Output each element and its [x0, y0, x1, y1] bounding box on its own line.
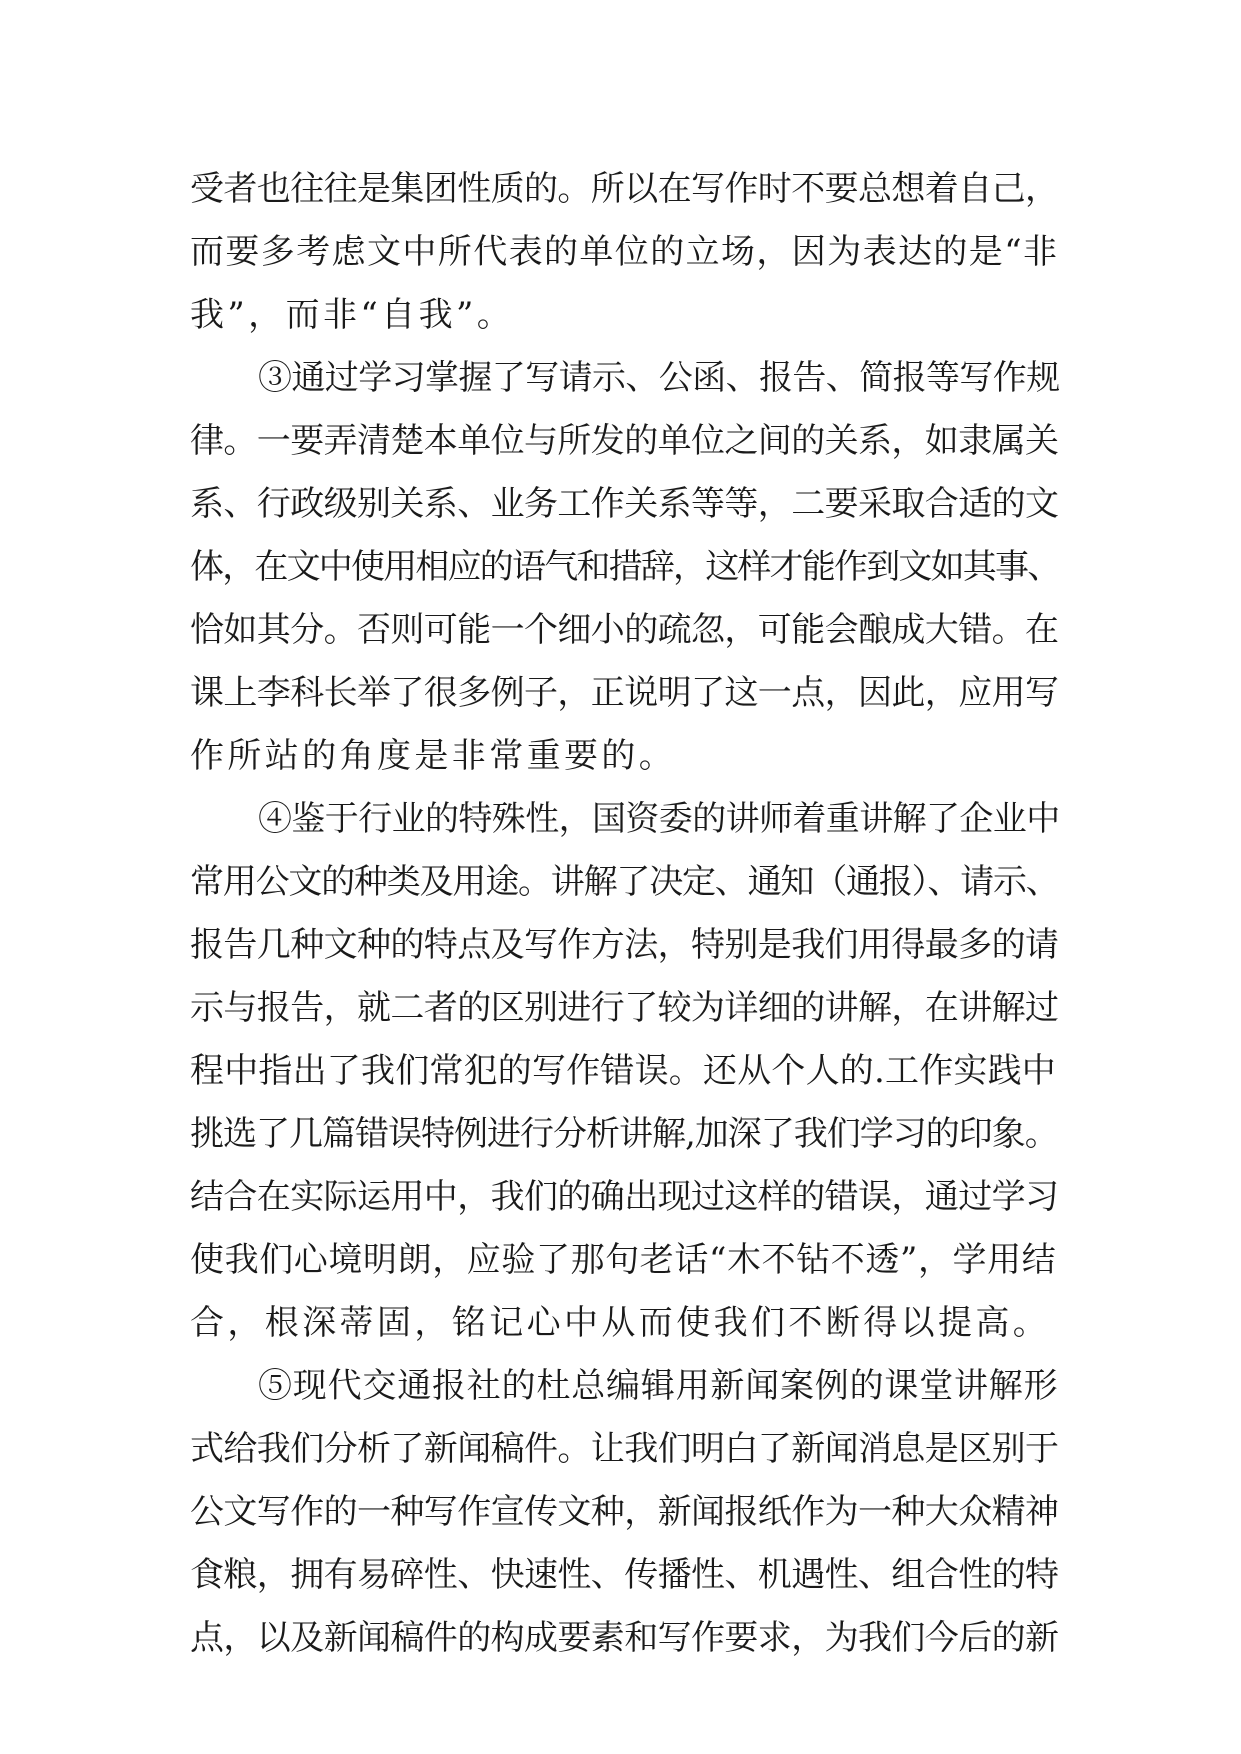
- text-line: ③通过学习掌握了写请示、公函、报告、简报等写作规: [258, 358, 1060, 398]
- paragraph: [190, 347, 1060, 788]
- text-line: 点，以及新闻稿件的构成要素和写作要求，为我们今后的新: [190, 1618, 1059, 1658]
- text-line: 作所站的角度是非常重要的。: [190, 736, 677, 776]
- text-line: 律。一要弄清楚本单位与所发的单位之间的关系，如隶属关: [190, 421, 1059, 461]
- text-line: 挑选了几篇错误特例进行分析讲解,加深了我们学习的印象。: [190, 1114, 1058, 1154]
- text-line: ④鉴于行业的特殊性，国资委的讲师着重讲解了企业中: [258, 799, 1060, 839]
- text-line: 而要多考虑文中所代表的单位的立场，因为表达的是“非: [190, 232, 1059, 272]
- text-line: 公文写作的一种写作宣传文种，新闻报纸作为一种大众精神: [190, 1492, 1059, 1532]
- text-line: 我”，而非“自我”。: [190, 295, 515, 335]
- text-line: 示与报告，就二者的区别进行了较为详细的讲解，在讲解过: [190, 988, 1059, 1028]
- text-line: 恰如其分。否则可能一个细小的疏忽，可能会酿成大错。在: [190, 610, 1059, 650]
- text-line: 合，根深蒂固，铭记心中从而使我们不断得以提高。: [190, 1303, 1051, 1343]
- text-line: 体，在文中使用相应的语气和措辞，这样才能作到文如其事、: [190, 547, 1060, 587]
- paragraph: [190, 788, 1060, 1355]
- text-line: 式给我们分析了新闻稿件。让我们明白了新闻消息是区别于: [190, 1429, 1059, 1469]
- paragraph: [190, 1355, 1060, 1670]
- body-text: [190, 158, 1060, 1670]
- text-line: 报告几种文种的特点及写作方法，特别是我们用得最多的请: [190, 925, 1059, 965]
- text-line: 使我们心境明朗，应验了那句老话“木不钻不透”，学用结: [190, 1240, 1057, 1280]
- text-line: 课上李科长举了很多例子，正说明了这一点，因此，应用写: [190, 673, 1059, 713]
- text-line: 程中指出了我们常犯的写作错误。还从个人的.工作实践中: [190, 1051, 1057, 1091]
- text-line: ⑤现代交通报社的杜总编辑用新闻案例的课堂讲解形: [258, 1366, 1059, 1406]
- text-line: 结合在实际运用中，我们的确出现过这样的错误，通过学习: [190, 1177, 1059, 1217]
- text-line: 食粮，拥有易碎性、快速性、传播性、机遇性、组合性的特: [190, 1555, 1059, 1595]
- paragraph: [190, 158, 1060, 347]
- text-line: 系、行政级别关系、业务工作关系等等，二要采取合适的文: [190, 484, 1059, 524]
- text-line: 受者也往往是集团性质的。所以在写作时不要总想着自己，: [190, 169, 1059, 209]
- text-line: 常用公文的种类及用途。讲解了决定、通知（通报）、请示、: [190, 862, 1059, 902]
